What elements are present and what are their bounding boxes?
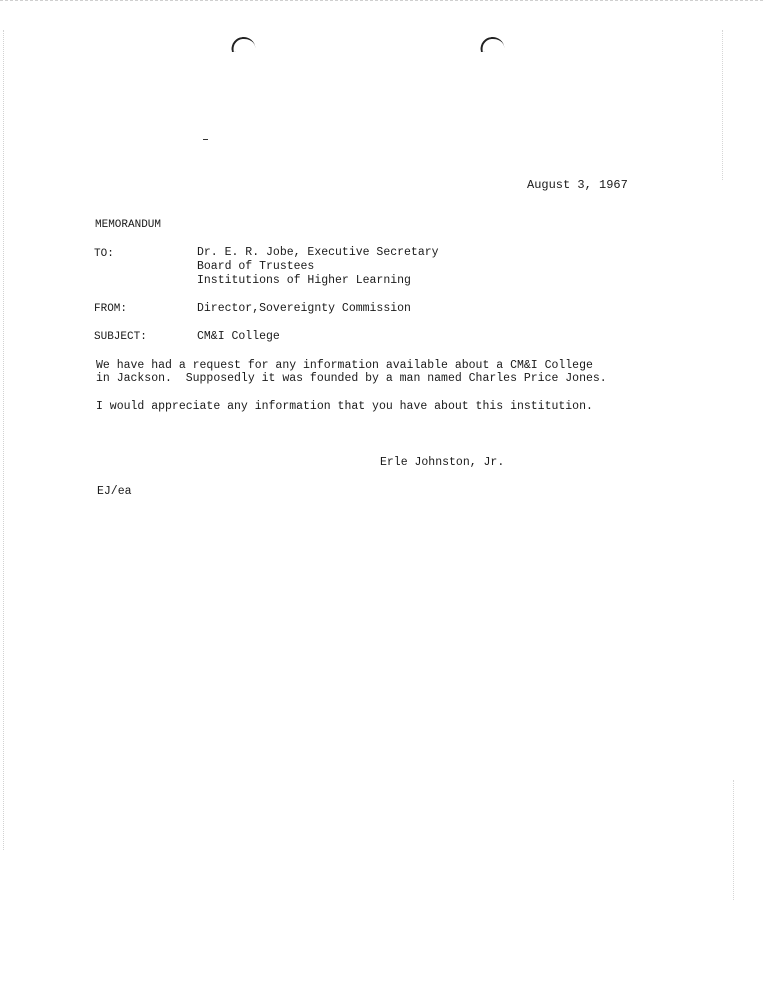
to-recipient-line: Dr. E. R. Jobe, Executive Secretary bbox=[197, 246, 439, 259]
body-line: I would appreciate any information that you have about this institution. bbox=[96, 400, 593, 413]
memo-heading: MEMORANDUM bbox=[95, 219, 162, 231]
scan-edge-left bbox=[3, 30, 4, 850]
stray-mark bbox=[203, 139, 208, 140]
to-recipient-line: Institutions of Higher Learning bbox=[197, 274, 411, 287]
from-label: FROM: bbox=[94, 303, 128, 315]
from-value: Director,Sovereignty Commission bbox=[197, 302, 411, 315]
typist-initials: EJ/ea bbox=[97, 485, 132, 498]
memo-date: August 3, 1967 bbox=[527, 178, 628, 192]
subject-label: SUBJECT: bbox=[94, 331, 147, 343]
scan-edge-right-lower bbox=[733, 780, 734, 900]
body-line: We have had a request for any information available about a CM&I College bbox=[96, 359, 593, 372]
punch-hole-left-mark bbox=[230, 36, 255, 52]
scan-edge-top bbox=[0, 0, 763, 1]
scan-edge-right bbox=[722, 30, 723, 180]
subject-value: CM&I College bbox=[197, 330, 280, 343]
punch-hole-right-mark bbox=[479, 36, 504, 52]
to-label: TO: bbox=[94, 248, 114, 260]
body-line: in Jackson. Supposedly it was founded by a man named Charles Price Jones. bbox=[96, 372, 607, 385]
signature: Erle Johnston, Jr. bbox=[380, 456, 505, 469]
to-recipient-line: Board of Trustees bbox=[197, 260, 315, 273]
